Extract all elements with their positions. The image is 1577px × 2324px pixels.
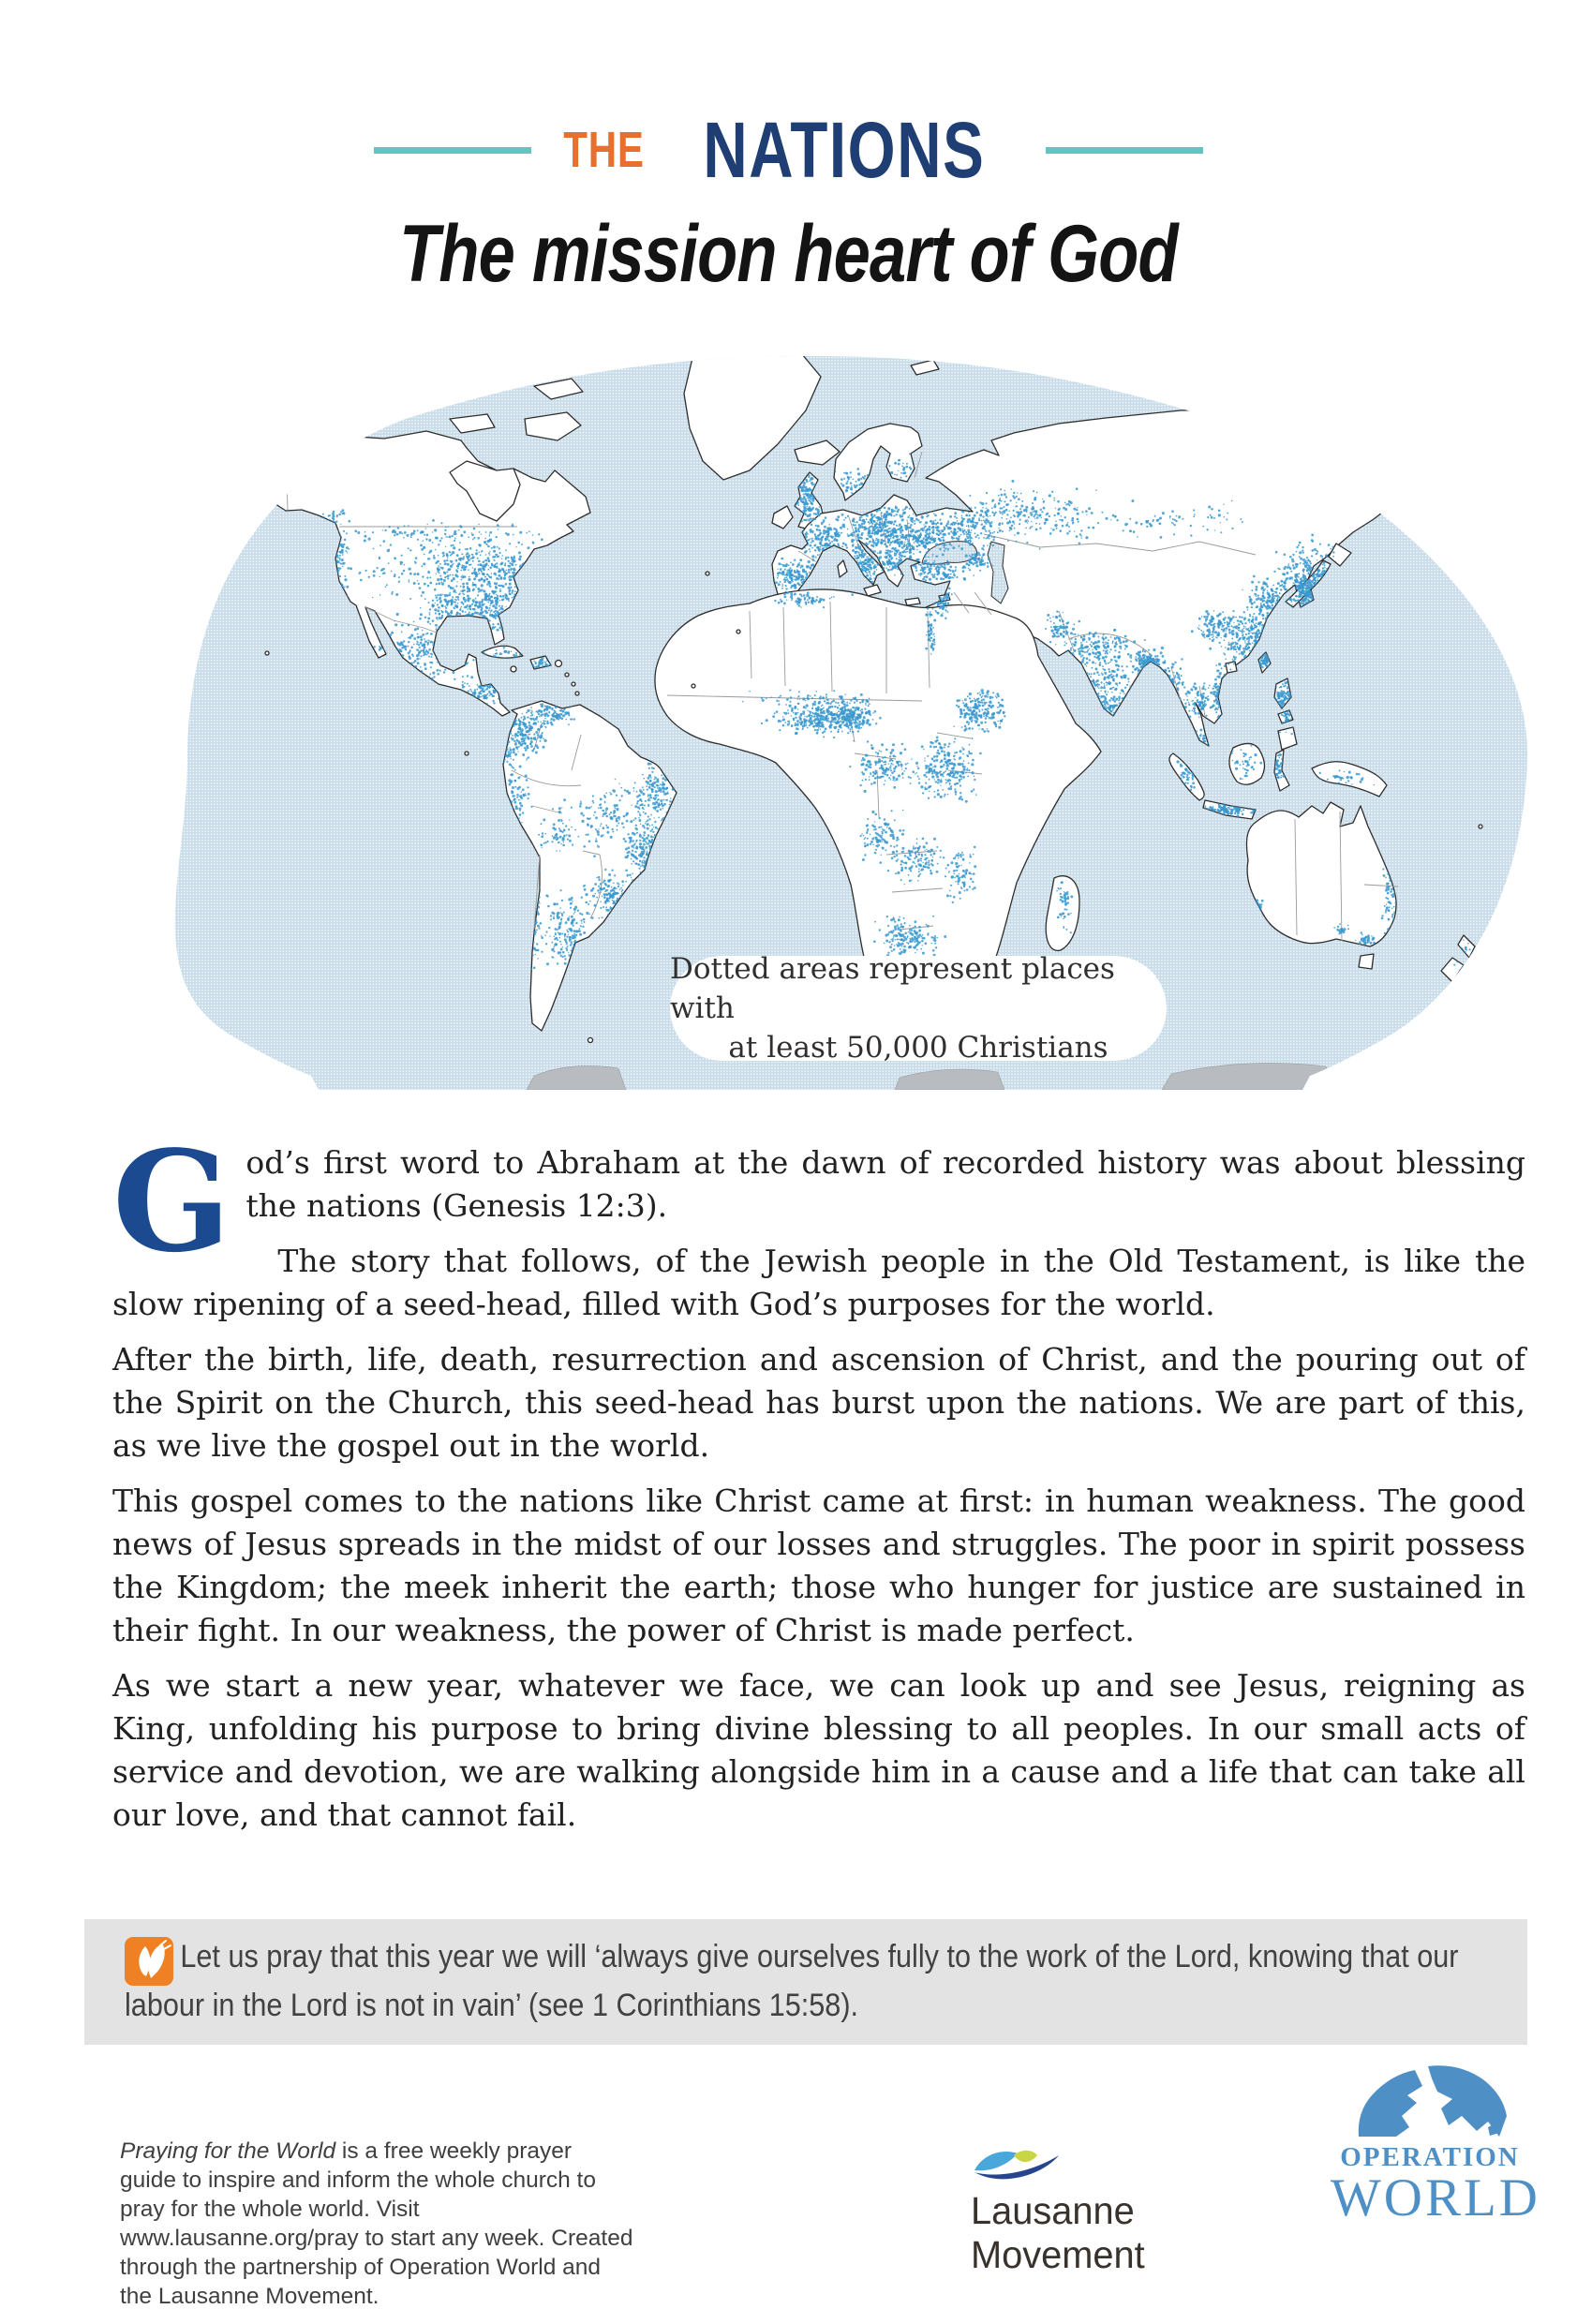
lausanne-name: Lausanne Movement bbox=[971, 2189, 1145, 2276]
paragraph-2-text: The story that follows, of the Jewish people in the Old Testament, is like the slow ripening of a seed-head, filled with God’s purposes for the world. bbox=[112, 1243, 1525, 1322]
logo-the: THE bbox=[563, 122, 645, 178]
map-legend bbox=[670, 952, 1167, 1065]
operation-world-logo bbox=[1331, 2058, 1540, 2227]
world-map bbox=[94, 330, 1527, 1090]
logo-nations: NATIONS bbox=[703, 105, 986, 194]
footer-about-title: Praying for the World bbox=[120, 2138, 336, 2164]
paragraph-5: As we start a new year, whatever we face, we can look up and see Jesus, reigning as King, unfolding his purpose to bring divine blessing to all peoples. In our small acts of service and devotion, we are walking alongside him in a cause and a life that can take all our love, and that cannot fail. bbox=[112, 1667, 1525, 1833]
right-rule bbox=[1046, 147, 1203, 154]
lausanne-logo bbox=[971, 2144, 1327, 2277]
globe-icon bbox=[1347, 2058, 1512, 2137]
prayer-text-wrap bbox=[125, 1932, 1483, 2030]
footer-about-text: is a free weekly prayer guide to inspire and inform the whole church to pray for the whole world. Visit www.lausanne.org/pray to start any week. Created through the partnership of Operation World and the Lausanne Movement. bbox=[120, 2138, 633, 2309]
header bbox=[0, 101, 1577, 199]
map-legend-line2: at least 50,000 Christians bbox=[728, 1031, 1108, 1065]
article bbox=[112, 1120, 1525, 1849]
paragraph-4: This gospel comes to the nations like Christ came at first: in human weakness. The good news of Jesus spreads in the midst of our losses and struggles. The poor in spirit possess the Kingdom; the meek inherit the earth; those who hunger for justice are sustained in their fight. In our weakness, the power of Christ is made perfect. bbox=[112, 1482, 1525, 1648]
title-row bbox=[0, 208, 1577, 301]
drop-cap: G bbox=[112, 1120, 231, 1283]
left-rule bbox=[374, 147, 531, 154]
page-title: The mission heart of God bbox=[399, 209, 1178, 299]
world-text: WORLD bbox=[1331, 2168, 1540, 2227]
lausanne-swoosh-icon bbox=[973, 2144, 1063, 2185]
map-legend-line1: Dotted areas represent places with bbox=[670, 952, 1115, 1025]
prayer-callout bbox=[84, 1919, 1527, 2045]
paragraph-1-text: od’s first word to Abraham at the dawn of recorded history was about blessing the nations (Genesis 12:3). bbox=[245, 1144, 1525, 1224]
prayer-text: Let us pray that this year we will ‘always give ourselves fully to the work of the Lord, knowing that our labour in the Lord is not in vain’ (see 1 Corinthians 15:58). bbox=[125, 1939, 1459, 2023]
paragraph-2 bbox=[112, 1240, 1525, 1326]
operation-text: OPERATION bbox=[1340, 2142, 1520, 2172]
paragraph-3: After the birth, life, death, resurrection and ascension of Christ, and the pouring out of the Spirit on the Church, this seed-head has burst upon the nations. We are part of this, as we live the gospel out in the world. bbox=[112, 1341, 1525, 1464]
footer-about bbox=[120, 2137, 633, 2311]
